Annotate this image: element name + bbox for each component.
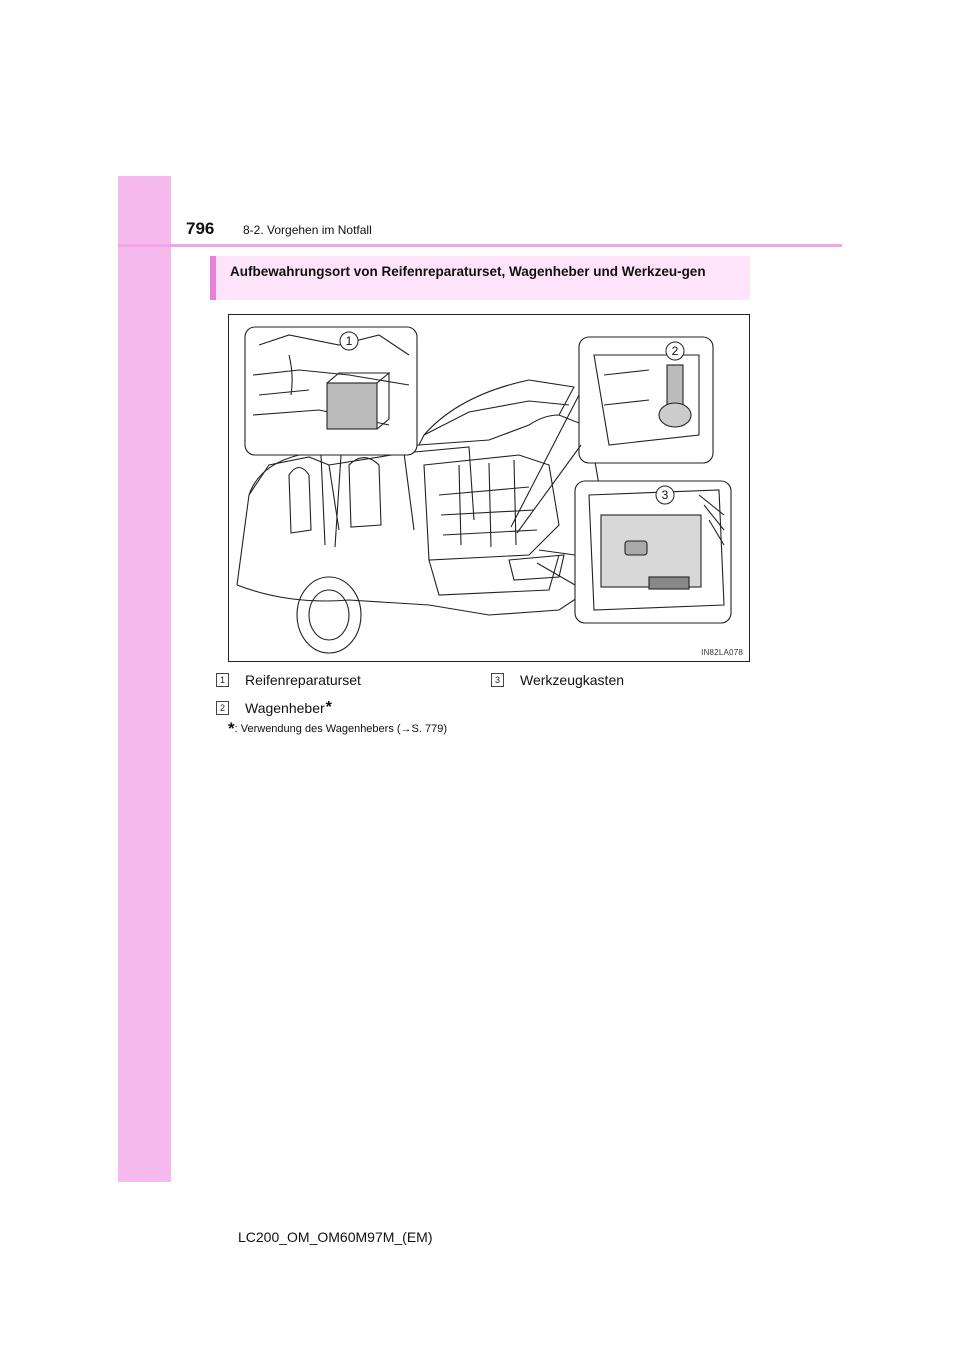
section-title: 8-2. Vorgehen im Notfall <box>243 223 372 237</box>
footnote-marker: * <box>325 699 332 716</box>
footnote-star: * <box>228 719 235 738</box>
legend-number: 1 <box>216 673 229 687</box>
footnote-text: : Verwendung des Wagenhebers (→S. 779) <box>234 723 448 735</box>
callout-2: 2 <box>671 344 679 358</box>
legend-item <box>216 699 332 717</box>
vehicle-drawing <box>229 315 751 663</box>
footer-doc-id: LC200_OM_OM60M97M_(EM) <box>238 1229 433 1245</box>
side-color-strip <box>118 176 171 1182</box>
legend-number: 3 <box>491 673 504 687</box>
footnote <box>228 719 447 739</box>
callout-3: 3 <box>661 488 669 502</box>
legend-item <box>491 672 624 688</box>
topic-heading: Aufbewahrungsort von Reifenreparaturset, Wagenheber und Werkzeu-gen <box>230 264 706 279</box>
page-number: 796 <box>186 219 215 238</box>
legend-label: Wagenheber <box>245 700 325 716</box>
callout-1: 1 <box>345 334 353 348</box>
figure-code: IN82LA078 <box>701 648 743 657</box>
legend-label: Werkzeugkasten <box>520 672 625 688</box>
header-rule <box>118 244 842 247</box>
legend-number: 2 <box>216 701 229 715</box>
legend-label: Reifenreparaturset <box>245 672 361 688</box>
topic-heading-box <box>210 256 750 300</box>
legend-item <box>216 672 361 688</box>
vehicle-illustration <box>228 314 750 662</box>
